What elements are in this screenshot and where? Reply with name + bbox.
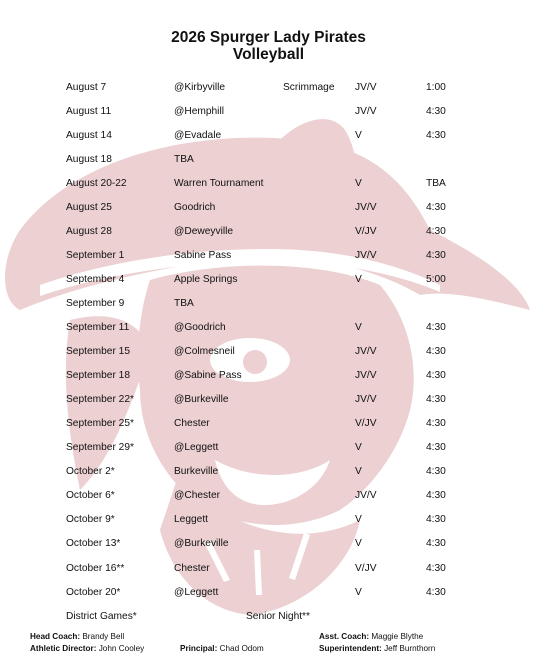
game-time: 4:30 <box>426 442 446 453</box>
game-opponent: @Sabine Pass <box>174 370 242 381</box>
game-level: V <box>355 442 362 453</box>
game-level: V/JV <box>355 563 377 574</box>
game-date: August 28 <box>66 226 112 237</box>
legend-row <box>0 611 537 627</box>
game-opponent: @Deweyville <box>174 226 234 237</box>
game-time: 4:30 <box>426 563 446 574</box>
game-opponent: Chester <box>174 418 210 429</box>
game-opponent: TBA <box>174 154 194 165</box>
game-level: JV/V <box>355 490 377 501</box>
game-date: October 13* <box>66 538 121 549</box>
schedule-row <box>0 442 537 458</box>
game-opponent: Leggett <box>174 514 208 525</box>
game-opponent: Warren Tournament <box>174 178 264 189</box>
game-opponent: @Evadale <box>174 130 222 141</box>
game-time: 4:30 <box>426 226 446 237</box>
superintendent: Superintendent: Jeff Burnthorn <box>319 644 436 653</box>
schedule-row <box>0 587 537 603</box>
game-level: V <box>355 130 362 141</box>
game-date: August 18 <box>66 154 112 165</box>
game-opponent: @Burkeville <box>174 394 229 405</box>
page-subtitle: Volleyball <box>232 46 305 63</box>
game-opponent: Sabine Pass <box>174 250 232 261</box>
game-time: 5:00 <box>426 274 446 285</box>
game-opponent: Apple Springs <box>174 274 238 285</box>
game-level: V <box>355 514 362 525</box>
game-opponent: Goodrich <box>174 202 216 213</box>
game-time: TBA <box>426 178 446 189</box>
game-level: JV/V <box>355 106 377 117</box>
athletic-director: Athletic Director: John Cooley <box>30 644 145 653</box>
game-time: 4:30 <box>426 346 446 357</box>
game-time: 4:30 <box>426 370 446 381</box>
senior-night-note: Senior Night** <box>246 611 310 622</box>
game-time: 4:30 <box>426 514 446 525</box>
game-date: September 9 <box>66 298 125 309</box>
schedule-row <box>0 514 537 530</box>
schedule-row <box>0 346 537 362</box>
game-level: V <box>355 587 362 598</box>
game-level: JV/V <box>355 370 377 381</box>
game-date: September 4 <box>66 274 125 285</box>
schedule-row <box>0 322 537 338</box>
game-time: 4:30 <box>426 250 446 261</box>
schedule-row <box>0 418 537 434</box>
schedule-row <box>0 130 537 146</box>
principal: Principal: Chad Odom <box>180 644 264 653</box>
game-opponent: @Burkeville <box>174 538 229 549</box>
game-opponent: Burkeville <box>174 466 219 477</box>
schedule-row <box>0 82 537 98</box>
game-level: V <box>355 466 362 477</box>
game-opponent: Chester <box>174 563 210 574</box>
game-opponent: @Hemphill <box>174 106 224 117</box>
schedule-row <box>0 106 537 122</box>
game-date: August 25 <box>66 202 112 213</box>
game-level: V <box>355 274 362 285</box>
game-date: September 25* <box>66 418 134 429</box>
head-coach: Head Coach: Brandy Bell <box>30 632 125 641</box>
game-date: September 18 <box>66 370 130 381</box>
game-opponent: @Chester <box>174 490 221 501</box>
page-title: 2026 Spurger Lady Pirates <box>171 29 366 46</box>
game-level: JV/V <box>355 346 377 357</box>
game-time: 4:30 <box>426 418 446 429</box>
schedule-row <box>0 490 537 506</box>
game-date: August 11 <box>66 106 112 117</box>
schedule-row <box>0 154 537 170</box>
game-level: JV/V <box>355 394 377 405</box>
game-opponent: @Colmesneil <box>174 346 235 357</box>
game-opponent: @Kirbyville <box>174 82 226 93</box>
game-level: JV/V <box>355 82 377 93</box>
schedule-row <box>0 563 537 579</box>
game-date: October 9* <box>66 514 115 525</box>
schedule-row <box>0 202 537 218</box>
game-date: August 20-22 <box>66 178 127 189</box>
game-time: 4:30 <box>426 538 446 549</box>
game-date: August 7 <box>66 82 107 93</box>
game-date: October 2* <box>66 466 115 477</box>
game-date: September 11 <box>66 322 130 333</box>
schedule-row <box>0 250 537 266</box>
game-date: September 29* <box>66 442 134 453</box>
game-level: V <box>355 538 362 549</box>
game-time: 1:00 <box>426 82 446 93</box>
game-time: 4:30 <box>426 202 446 213</box>
game-date: September 22* <box>66 394 134 405</box>
game-level: JV/V <box>355 202 377 213</box>
game-date: October 16** <box>66 563 125 574</box>
game-date: September 15 <box>66 346 130 357</box>
game-opponent: @Leggett <box>174 442 219 453</box>
schedule-row <box>0 178 537 194</box>
game-level: V <box>355 322 362 333</box>
game-time: 4:30 <box>426 466 446 477</box>
schedule-row <box>0 298 537 314</box>
game-time: 4:30 <box>426 130 446 141</box>
schedule-row <box>0 226 537 242</box>
schedule-row <box>0 274 537 290</box>
schedule-row <box>0 394 537 410</box>
game-date: August 14 <box>66 130 112 141</box>
game-date: October 20* <box>66 587 121 598</box>
schedule-row <box>0 538 537 554</box>
game-date: September 1 <box>66 250 125 261</box>
schedule-row <box>0 466 537 482</box>
district-games-note: District Games* <box>66 611 137 622</box>
game-level: V <box>355 178 362 189</box>
game-opponent: @Goodrich <box>174 322 226 333</box>
game-level: V/JV <box>355 418 377 429</box>
game-opponent: @Leggett <box>174 587 219 598</box>
game-time: 4:30 <box>426 490 446 501</box>
game-level: JV/V <box>355 250 377 261</box>
game-note: Scrimmage <box>283 82 335 93</box>
game-time: 4:30 <box>426 322 446 333</box>
assistant-coach: Asst. Coach: Maggie Blythe <box>319 632 424 641</box>
game-date: October 6* <box>66 490 115 501</box>
game-time: 4:30 <box>426 587 446 598</box>
game-opponent: TBA <box>174 298 194 309</box>
game-time: 4:30 <box>426 394 446 405</box>
game-time: 4:30 <box>426 106 446 117</box>
schedule-row <box>0 370 537 386</box>
game-level: V/JV <box>355 226 377 237</box>
